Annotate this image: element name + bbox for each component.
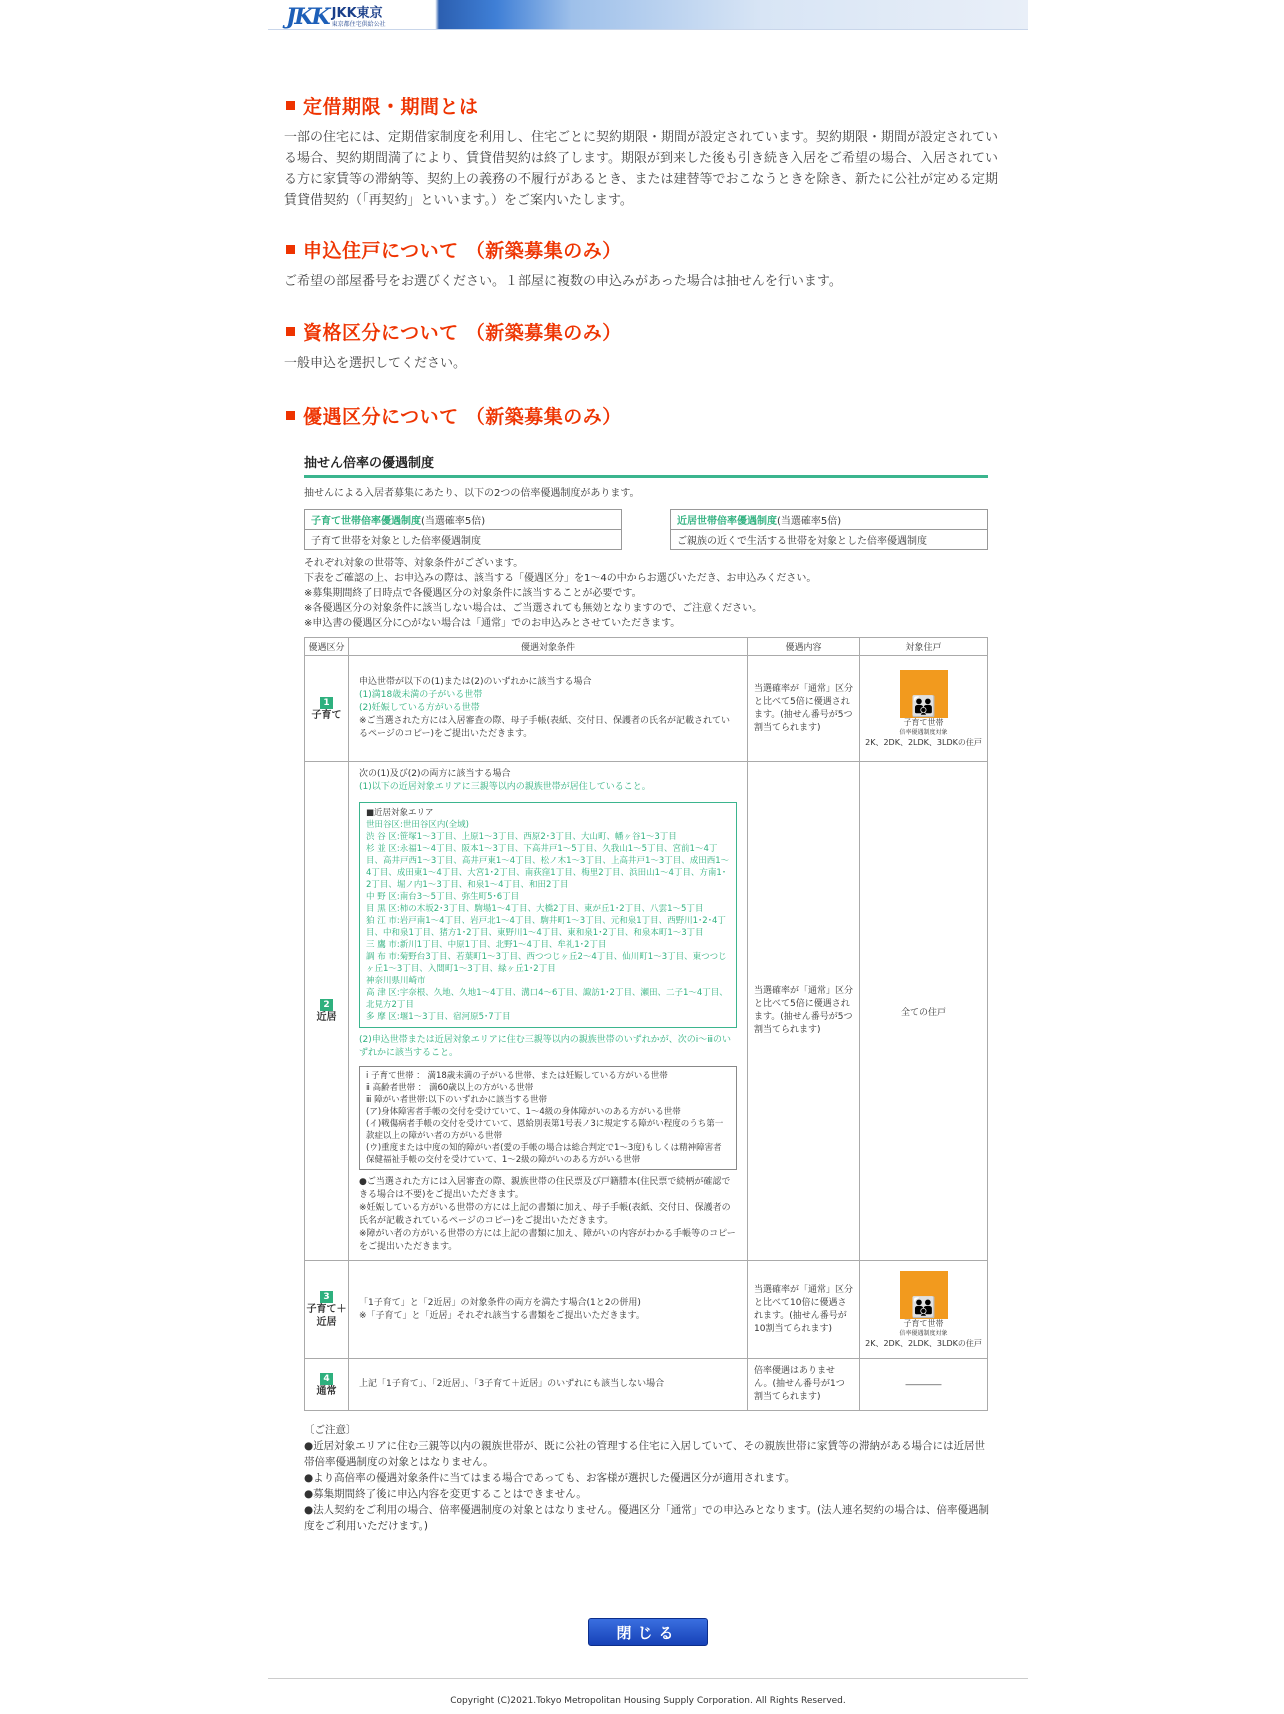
box-kosodate: 子育て世帯倍率優遇制度(当選確率5倍) 子育て世帯を対象とした倍率優遇制度 [304, 509, 622, 550]
note-item: ●法人契約をご利用の場合、倍率優遇制度の対象とはなりません。優遇区分「通常」での申込みとなります。(法人連名契約の場合は、倍率優遇制度をご利用いただけます。) [304, 1504, 990, 1532]
section-title: 申込住戸について （新築募集のみ） [284, 236, 1004, 263]
logo-sub: 東京都住宅供給公社 [331, 20, 386, 28]
section-body: 一般申込を選択してください。 [284, 356, 467, 371]
section-title: 優遇区分について （新築募集のみ） [284, 402, 1004, 429]
notes-section [304, 1422, 994, 1534]
square-bullet-icon [286, 411, 295, 420]
table-row: 3 子育て＋近居 「1子育て」と「2近居」の対象条件の両方を満たす場合(1と2の併用) ※「子育て」と「近居」それぞれ該当する書類をご提出いただきます。 当選確率が「通常」区分と比べて10倍に優遇されます。(抽せん番号が10割当てられます) 👪 子育て世帯 倍率優遇制度対象 2K、2DK、2LDK、3LDKの住戸 [305, 1261, 988, 1359]
section-title: 定借期限・期間とは [284, 92, 1004, 119]
table-row: 1 子育て 申込世帯が以下の(1)または(2)のいずれかに該当する場合 (1)満18歳未満の子がいる世帯 (2)妊娠している方がいる世帯 ※ご当選された方には入居審査の際、母子手帳(表紙、交付日、保護者の氏名が記載されているページのコピー)をご提出いただきます。 当選確率が「通常」区分と比べて5倍に優遇されます。(抽せん番号が5つ割当てられます) 👪 子育て世帯 倍率優遇制度対象 2K、2DK、2LDK、3LDKの住戸 [305, 656, 988, 762]
jkk-logo[interactable] [286, 4, 386, 30]
section-title: 資格区分について （新築募集のみ） [284, 318, 1004, 345]
family-icon: 👪 [900, 1271, 948, 1319]
square-bullet-icon [286, 101, 295, 110]
table-header-row: 優遇区分 優遇対象条件 優遇内容 対象住戸 [305, 638, 988, 656]
logo-name: JKK東京 [331, 5, 383, 21]
household-types-box: ⅰ 子育て世帯 ： 満18歳未満の子がいる世帯、または妊娠している方がいる世帯 ⅱ 高齢者世帯 ： 満60歳以上の方がいる世帯 ⅲ 障がい者世帯:以下のいずれかに該当する世帯 (ア)身体障害者手帳の交付を受けていて、1～4級の身体障がいのある方がいる世帯 (イ)戦傷病者手帳の交付を受けていて、恩給別表第1号表ノ3に規定する障がい程度のうち第一款症以上の障がい者の方がいる世帯 (ウ)重度または中度の知的障がい者(愛の手帳の場合は総合判定で1～3度)もしくは精神障害者保健福祉手帳の交付を受けていて、1～2級の障がいのある方がいる世帯 [359, 1066, 737, 1170]
info-heading: 抽せん倍率の優遇制度 [304, 452, 988, 478]
kinkyo-area-box: ■近居対象エリア 世田谷区:世田谷区内(全域) 渋 谷 区:笹塚1～3丁目、上原1～3丁目、西原2･3丁目、大山町、幡ヶ谷1～3丁目 杉 並 区:永福1～4丁目、阪本1～3丁目、下高井戸1～5丁目、久我山1～5丁目、宮前1～4丁目、高井戸西1～3丁目、高井戸東1～4丁目、松ノ木1～3丁目、上高井戸1～3丁目、成田西1～4丁目、成田東1～4丁目、大宮1･2丁目、南荻窪1丁目、梅里2丁目、浜田山1～4丁目、方南1･2丁目、堀ノ内1～3丁目、和泉1～4丁目、和田2丁目 中 野 区:南台3～5丁目、弥生町5･6丁目 目 黒 区:柿の木坂2･3丁目、駒場1～4丁目、大橋2丁目、東が丘1･2丁目、八雲1～5丁目 狛 江 市:岩戸南1～4丁目、岩戸北1～4丁目、駒井町1～3丁目、元和泉1丁目、西野川1･2･4丁目、中和泉1丁目、猪方1･2丁目、東野川1～4丁目、東和泉1･2丁目、和泉本町1～3丁目 三 鷹 市:新川1丁目、中原1丁目、北野1～4丁目、牟礼1･2丁目 調 布 市:菊野台3丁目、若葉町1～3丁目、西つつじヶ丘2～4丁目、仙川町1～3丁目、東つつじヶ丘1～3丁目、入間町1～3丁目、緑ヶ丘1･2丁目 神奈川県川崎市 高 津 区:宇奈根、久地、久地1～4丁目、溝口4～6丁目、諏訪1･2丁目、瀬田、二子1～4丁目、北見方2丁目 多 摩 区:堰1～3丁目、宿河原5･7丁目 [359, 802, 737, 1028]
section-body: ご希望の部屋番号をお選びください。１部屋に複数の申込みがあった場合は抽せんを行います。 [284, 274, 842, 289]
square-bullet-icon [286, 245, 295, 254]
family-icon: 👪 [900, 670, 948, 718]
section-moushikomi-jukō [284, 236, 1004, 292]
section-body: 一部の住宅には、定期借家制度を利用し、住宅ごとに契約期限・期間が設定されています。契約期限・期間が設定されている場合、契約期間満了により、賃貸借契約は終了します。期限が到来した後も引き続き入居をご希望の場合、入居されている方に家賃等の滞納等、契約上の義務の不履行があるとき、または建替等でおこなうときを除き、新たに公社が定める定期賃貸借契約（「再契約」といいます。）をご案内いたします。 [284, 130, 998, 208]
notes-title: 〔ご注意〕 [304, 1424, 357, 1436]
box-kinkyo: 近居世帯倍率優遇制度(当選確率5倍) ご親族の近くで生活する世帯を対象とした倍率優遇制度 [670, 509, 988, 550]
section-shikaku-kubun [284, 318, 1004, 374]
info-lines: それぞれ対象の世帯等、対象条件がございます。 下表をご確認の上、お申込みの際は、該当する「優遇区分」を1～4の中からお選びいただき、お申込みください。 ※募集期間終了日時点で各優遇区分の対象条件に該当することが必要です。 ※各優遇区分の対象条件に該当しない場合は、ご当選されても無効となりますので、ご注意ください。 ※申込書の優遇区分に○がない場合は「通常」でのお申込みとさせていただきます。 [304, 558, 817, 629]
preference-table [304, 637, 988, 1411]
section-yuguu-kubun [284, 402, 1004, 429]
logo-mark: JKK [286, 4, 329, 30]
section-teishaku [284, 92, 1004, 211]
footer-divider [268, 1678, 1028, 1679]
table-row: 2 近居 次の(1)及び(2)の両方に該当する場合 (1)以下の近居対象エリアに三親等以内の親族世帯が居住していること。 ■近居対象エリア 世田谷区:世田谷区内(全域) 渋 谷 区:笹塚1～3丁目、上原1～3丁目、西原2･3丁目、大山町、幡ヶ谷1～3丁目 杉 並 区:永福1～4丁目、阪本1～3丁目、下高井戸1～5丁目、久我山1～5丁目、宮前1～4丁目、高井戸西1～3丁目、高井戸東1～4丁目、松ノ木1～3丁目、上高井戸1～3丁目、成田西1～4丁目、成田東1～4丁目、大宮1･2丁目、南荻窪1丁目、梅里2丁目、浜田山1～4丁目、方南1･2丁目、堀ノ内1～3丁目、和泉1～4丁目、和田2丁目 中 野 区:南台3～5丁目、弥生町5･6丁目 目 黒 区:柿の木坂2･3丁目、駒場1～4丁目、大橋2丁目、東が丘1･2丁目、八雲1～5丁目 狛 江 市:岩戸南1～4丁目、岩戸北1～4丁目、駒井町1～3丁目、元和泉1丁目、西野川1･2･4丁目、中和泉1丁目、猪方1･2丁目、東野川1～4丁目、東和泉1･2丁目、和泉本町1～3丁目 三 鷹 市:新川1丁目、中原1丁目、北野1～4丁目、牟礼1･2丁目 調 布 市:菊野台3丁目、若葉町1～3丁目、西つつじヶ丘2～4丁目、仙川町1～3丁目、東つつじヶ丘1～3丁目、入間町1～3丁目、緑ヶ丘1･2丁目 神奈川県川崎市 高 津 区:宇奈根、久地、久地1～4丁目、溝口4～6丁目、諏訪1･2丁目、瀬田、二子1～4丁目、北見方2丁目 多 摩 区:堰1～3丁目、宿河原5･7丁目 (2)申込世帯または近居対象エリアに住む三親等以内の親族世帯のいずれかが、次のⅰ～ⅲのいずれかに該当すること。 ⅰ 子育て世帯 ： 満18歳未満の子がいる世帯、または妊娠している方がいる世帯 ⅱ 高齢者世帯 ： 満60歳以上の方がいる世帯 ⅲ 障がい者世帯:以下のいずれかに該当する世帯 (ア)身体障害者手帳の交付を受けていて、1～4級の身体障がいのある方がいる世帯 (イ)戦傷病者手帳の交付を受けていて、恩給別表第1号表ノ3に規定する障がい程度のうち第一款症以上の障がい者の方がいる世帯 (ウ)重度または中度の知的障がい者(愛の手帳の場合は総合判定で1～3度)もしくは精神障害者保健福祉手帳の交付を受けていて、1～2級の障がいのある方がいる世帯 ●ご当選された方には入居審査の際、親族世帯の住民票及び戸籍謄本(住民票で続柄が確認できる場合は不要)をご提出いただきます。 ※妊娠している方がいる世帯の方には上記の書類に加え、母子手帳(表紙、交付日、保護者の氏名が記載されているページのコピー)をご提出いただきます。 ※障がい者の方がいる世帯の方には上記の書類に加え、障がいの内容がわかる手帳等のコピーをご提出いただきます。 当選確率が「通常」区分と比べて5倍に優遇されます。(抽せん番号が5つ割当てられます) 全ての住戸 [305, 762, 988, 1261]
header-bar [268, 0, 1028, 30]
note-item: ●近居対象エリアに住む三親等以内の親族世帯が、既に公社の管理する住宅に入居していて、その親族世帯に家賃等の滞納がある場合には近居世帯倍率優遇制度の対象とはなりません。 [304, 1440, 985, 1468]
note-item: ●募集期間終了後に申込内容を変更することはできません。 [304, 1488, 587, 1500]
square-bullet-icon [286, 327, 295, 336]
close-button[interactable]: 閉じる [588, 1618, 708, 1646]
copyright: Copyright (C)2021.Tokyo Metropolitan Housing Supply Corporation. All Rights Reserved. [450, 1696, 846, 1706]
preferential-info [304, 452, 988, 1411]
note-item: ●より高倍率の優遇対象条件に当てはまる場合であっても、お客様が選択した優遇区分が適用されます。 [304, 1472, 796, 1484]
info-intro: 抽せんによる入居者募集にあたり、以下の2つの倍率優遇制度があります。 [304, 488, 640, 499]
table-row: 4 通常 上記「1子育て」、「2近居」、「3子育て＋近居」のいずれにも該当しない場合 倍率優遇はありません。(抽せん番号が1つ割当てられます) ―――― [305, 1359, 988, 1411]
